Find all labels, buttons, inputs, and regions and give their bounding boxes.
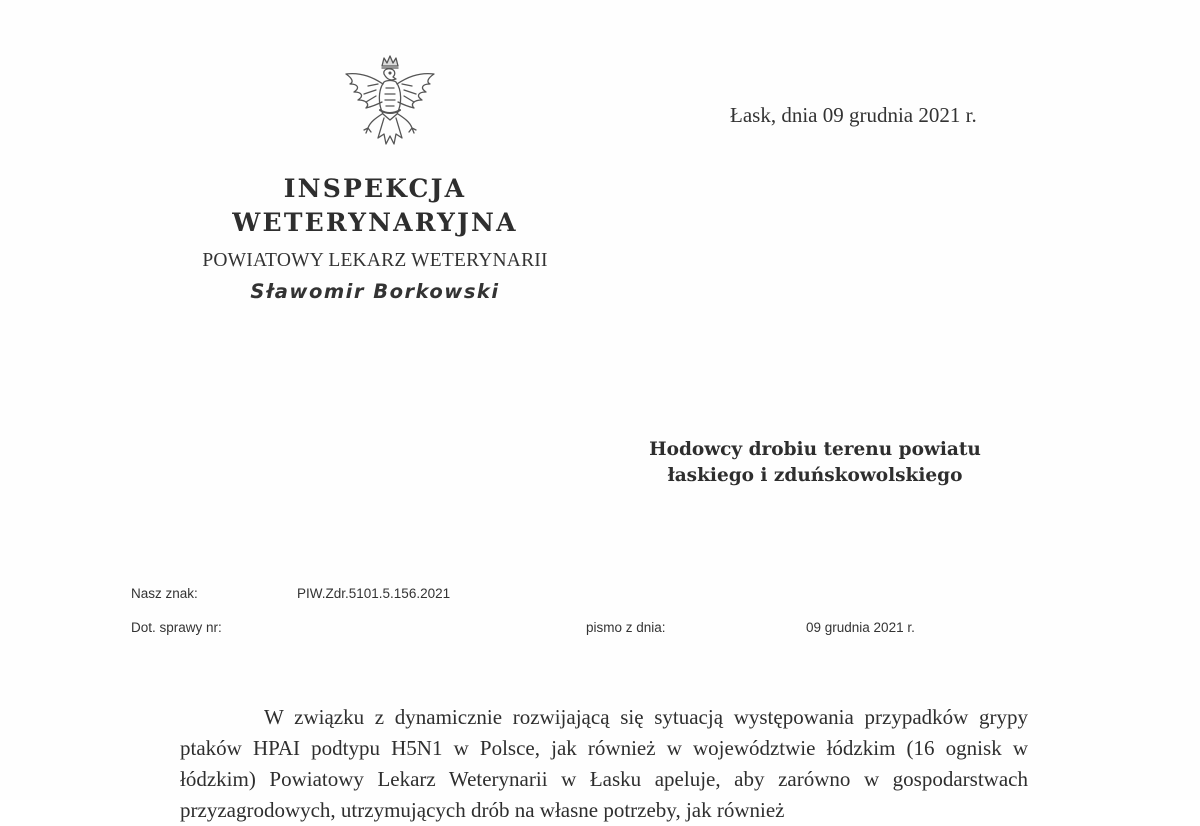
case-number-label: Dot. sprawy nr: xyxy=(131,620,222,635)
office-title: POWIATOWY LEKARZ WETERYNARII xyxy=(202,250,548,271)
institution-name-line2: WETERYNARYJNA xyxy=(232,208,518,237)
letter-date-label: pismo z dnia: xyxy=(586,620,666,635)
our-sign-value: PIW.Zdr.5101.5.156.2021 xyxy=(297,586,451,601)
place-and-date: Łask, dnia 09 grudnia 2021 r. xyxy=(730,103,977,127)
recipient-block xyxy=(600,437,1030,489)
institution-name-line1: INSPEKCJA xyxy=(283,174,467,203)
letter-body xyxy=(180,702,1028,826)
body-paragraph: W związku z dynamicznie rozwijającą się sytuacją występowania przypadków grypy ptaków HPAI podtypu H5N1 w Polsce, jak również w województwie łódzkim (16 ognisk w łódzkim) Powiatowy Lekarz Weterynarii w Łasku apeluje, aby zarówno w gospodarstwach przyzagrodowych, utrzymujących drób na własne potrzeby, jak również xyxy=(180,705,1028,822)
official-name: Sławomir Borkowski xyxy=(250,280,500,303)
polish-eagle-emblem-icon xyxy=(338,52,442,160)
recipient-line2: łaskiego i zduńskowolskiego xyxy=(667,465,963,486)
our-sign-label: Nasz znak: xyxy=(131,586,198,601)
letter-date-value: 09 grudnia 2021 r. xyxy=(806,620,915,635)
recipient-line1: Hodowcy drobiu terenu powiatu xyxy=(649,439,981,460)
letterhead xyxy=(150,172,600,303)
